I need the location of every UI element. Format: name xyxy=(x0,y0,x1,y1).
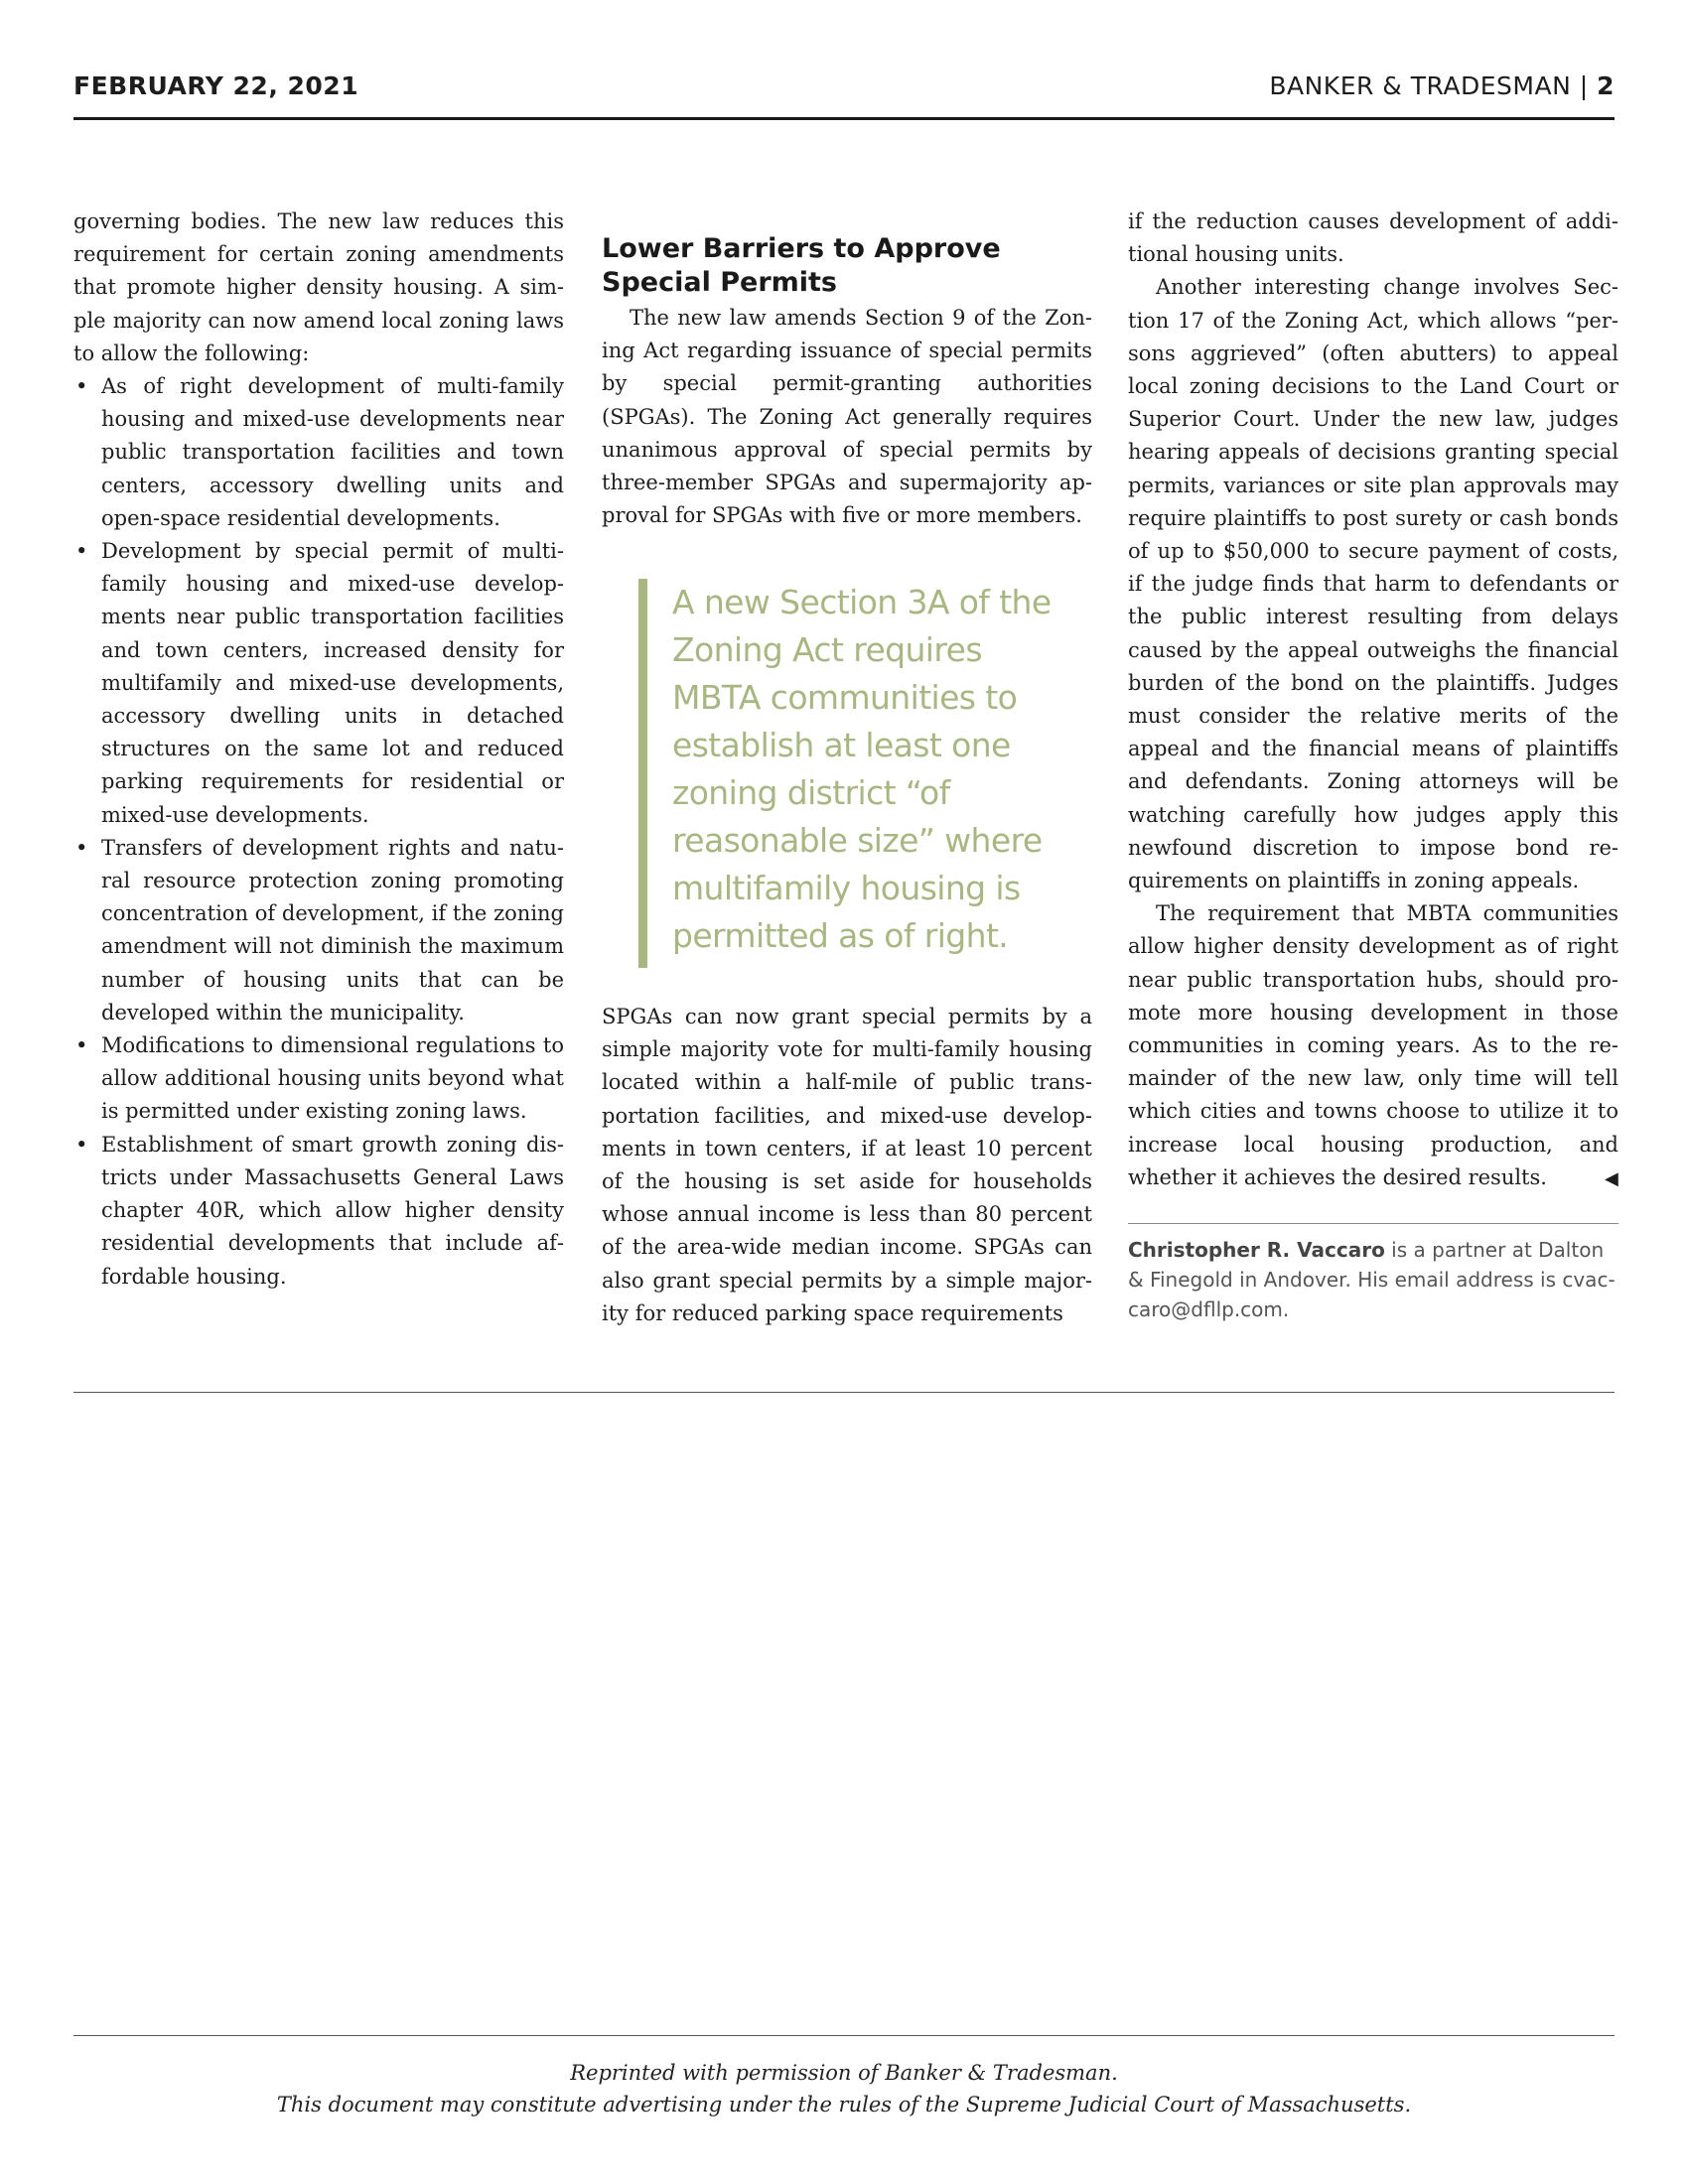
column3-paragraph: if the reduction causes development of additional housing units. xyxy=(1128,209,1618,267)
list-item: • Development by special permit of multifamily housing and mixed-use developments near public transportation facilities and town centers, increased density for multifamily and mixed-use developments, accessory dwelling units in detached structures on the same lot and reduced parking requirements for residential or mixed-use developments. xyxy=(73,535,564,832)
publication-title: BANKER & TRADESMAN | xyxy=(1269,71,1598,100)
page-number: 2 xyxy=(1597,71,1615,100)
publication-name xyxy=(1269,71,1615,100)
page-footer xyxy=(73,2057,1615,2120)
end-mark-icon: ◀ xyxy=(1604,1167,1618,1189)
column-2 xyxy=(602,232,1092,532)
column3-paragraph xyxy=(1128,897,1618,1195)
column2-paragraph: The new law amends Section 9 of the Zoning Act regarding issuance of special permits by special permit-granting authorities (SPGAs). The Zoning Act generally requires unanimous approval of special permits by three-member SPGAs and supermajority approval for SPGAs with five or more members. xyxy=(602,306,1092,528)
pull-quote: A new Section 3A of the Zoning Act requires MBTA communities to establish at least one zoning district “of reasonable size” where multifamily housing is permitted as of right. xyxy=(638,579,1075,968)
section-subhead: Lower Barriers to Approve Special Permits xyxy=(602,233,1001,298)
author-name: Christopher R. Vaccaro xyxy=(1128,1238,1385,1262)
page-header xyxy=(73,71,1615,120)
column-1 xyxy=(73,205,564,1294)
column-3 xyxy=(1128,205,1618,1195)
list-item: • Modifications to dimensional regulations to allow additional housing units beyond what is permitted under existing zoning laws. xyxy=(73,1029,564,1129)
column3-paragraph: Another interesting change involves Section 17 of the Zoning Act, which allows “persons aggrieved” (often abutters) to appeal local zoning decisions to the Land Court or Superior Court. Under the new law, judges hearing appeals of decisions granting special permits, variances or site plan approvals may require plaintiffs to post surety or cash bonds of up to $50,000 to secure payment of costs, if the judge finds that harm to defendants or the public interest resulting from delays caused by the appeal outweighs the financial burden of the bond on the plaintiffs. Judges must consider the relative merits of the appeal and the financial means of plaintiffs and defendants. Zoning attorneys will be watching carefully how judges apply this newfound discretion to impose bond requirements on plaintiffs in zoning appeals. xyxy=(1128,275,1618,893)
author-bio xyxy=(1128,1235,1618,1324)
content-divider xyxy=(73,1392,1615,1393)
closing-paragraph-text: The requirement that MBTA communities allow higher density development as of right near public transportation hubs, should promote more housing development in those communities in coming years. As to the remainder of the new law, only time will tell which cities and towns choose to utilize it to increase local housing production, and whether it achieves the desired results. xyxy=(1128,901,1618,1189)
list-item: • Transfers of development rights and natural resource protection zoning promoting concentration of development, if the zoning amendment will not diminish the maximum number of housing units that can be developed within the municipality. xyxy=(73,832,564,1029)
list-item: • As of right development of multi-family housing and mixed-use developments near public transportation facilities and town centers, accessory dwelling units and open-space residential developments. xyxy=(73,370,564,535)
advertising-disclaimer: This document may constitute advertising under the rules of the Supreme Judicial Court of Massachusetts. xyxy=(276,2093,1412,2116)
permitted-amendments-list xyxy=(73,370,564,1294)
reprint-notice: Reprinted with permission of Banker & Tradesman. xyxy=(570,2061,1118,2085)
issue-date: FEBRUARY 22, 2021 xyxy=(73,71,359,100)
footer-divider xyxy=(73,2035,1615,2036)
column1-intro: governing bodies. The new law reduces this requirement for certain zoning amendments that promote higher density housing. A simple majority can now amend local zoning laws to allow the following: xyxy=(73,209,564,365)
column2-paragraph: SPGAs can now grant special permits by a simple majority vote for multi-family housing located within a half-mile of public transportation facilities, and mixed-use developments in town centers, if at least 10 percent of the housing is set aside for households whose annual income is less than 80 percent of the area-wide median income. SPGAs can also grant special permits by a simple majority for reduced parking space requirements xyxy=(602,1005,1092,1325)
bio-divider xyxy=(1128,1223,1618,1224)
author-bio-text: is a partner at Dalton & Finegold in Andover. His email address is cvaccaro@dfllp.com. xyxy=(1128,1238,1616,1321)
list-item: • Establishment of smart growth zoning districts under Massachusetts General Laws chapter 40R, which allow higher density residential developments that include affordable housing. xyxy=(73,1129,564,1294)
column-2-continued xyxy=(602,1001,1092,1330)
